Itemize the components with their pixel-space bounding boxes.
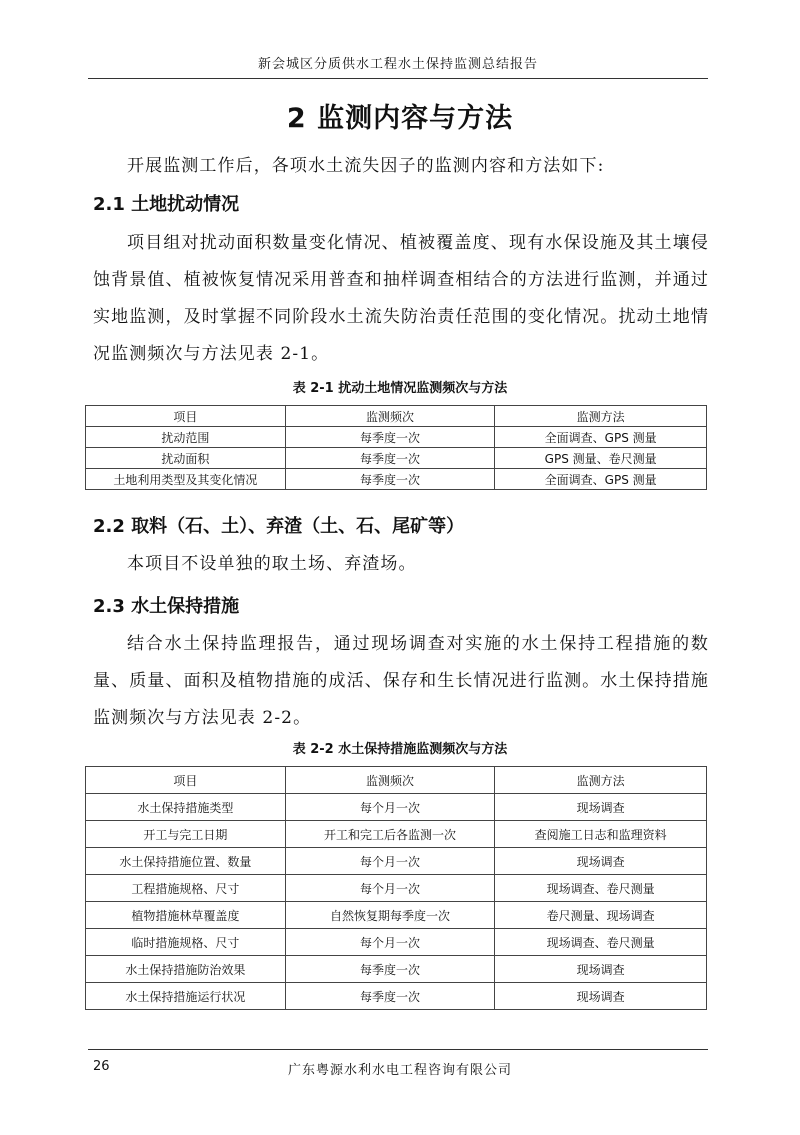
- table-row: [86, 956, 707, 983]
- table-cell: 开工和完工后各监测一次: [285, 821, 495, 848]
- column-header: 监测方法: [495, 406, 707, 427]
- table-row: [86, 983, 707, 1010]
- table-cell: 水土保持措施类型: [86, 794, 286, 821]
- table-cell: 每季度一次: [285, 427, 495, 448]
- table-cell: 水土保持措施位置、数量: [86, 848, 286, 875]
- table-header-row: [86, 767, 707, 794]
- table-2-caption: 表 2-2 水土保持措施监测频次与方法: [292, 742, 508, 757]
- table-row: [86, 469, 707, 490]
- table-cell: 每个月一次: [285, 929, 495, 956]
- table-cell: 每个月一次: [285, 848, 495, 875]
- column-header: 监测方法: [495, 767, 707, 794]
- table-cell: 每季度一次: [285, 448, 495, 469]
- footer-rule: [88, 1049, 708, 1050]
- table-cell: 每季度一次: [285, 956, 495, 983]
- table-cell: GPS 测量、卷尺测量: [495, 448, 707, 469]
- table-2: [85, 766, 707, 1010]
- table-row: [86, 794, 707, 821]
- table-cell: 每个月一次: [285, 875, 495, 902]
- table-cell: 全面调查、GPS 测量: [495, 427, 707, 448]
- table-row: [86, 929, 707, 956]
- table-cell: 工程措施规格、尺寸: [86, 875, 286, 902]
- table-cell: 现场调查: [495, 983, 707, 1010]
- chapter-title: 2 监测内容与方法: [286, 103, 514, 134]
- column-header: 项目: [86, 767, 286, 794]
- table-cell: 土地利用类型及其变化情况: [86, 469, 286, 490]
- table-cell: 每季度一次: [285, 983, 495, 1010]
- table-cell: 每季度一次: [285, 469, 495, 490]
- table-cell: 现场调查、卷尺测量: [495, 929, 707, 956]
- table-row: [86, 875, 707, 902]
- table-cell: 全面调查、GPS 测量: [495, 469, 707, 490]
- table-cell: 卷尺测量、现场调查: [495, 902, 707, 929]
- column-header: 监测频次: [285, 767, 495, 794]
- table-cell: 水土保持措施运行状况: [86, 983, 286, 1010]
- table-cell: 每个月一次: [285, 794, 495, 821]
- section-paragraph-2-2: 本项目不设单独的取土场、弃渣场。: [127, 554, 417, 574]
- section-heading-2-3: 2.3 水土保持措施: [93, 596, 240, 617]
- table-row: [86, 902, 707, 929]
- column-header: 项目: [86, 406, 286, 427]
- table-row: [86, 848, 707, 875]
- table-cell: 临时措施规格、尺寸: [86, 929, 286, 956]
- section-paragraph-2-1: 项目组对扰动面积数量变化情况、植被覆盖度、现有水保设施及其土壤侵蚀背景值、植被恢复情况采用普查和抽样调查相结合的方法进行监测，并通过实地监测，及时掌握不同阶段水土流失防治责任范围的变化情况。扰动土地情况监测频次与方法见表 2-1。: [93, 233, 709, 364]
- table-cell: 现场调查: [495, 794, 707, 821]
- section-heading-2-2: 2.2 取料（石、土）、弃渣（土、石、尾矿等）: [93, 516, 465, 537]
- company-name: 广东粤源水利水电工程咨询有限公司: [287, 1063, 512, 1078]
- table-cell: 水土保持措施防治效果: [86, 956, 286, 983]
- table-cell: 扰动面积: [86, 448, 286, 469]
- table-cell: 植物措施林草覆盖度: [86, 902, 286, 929]
- table-1: [85, 405, 707, 490]
- table-cell: 现场调查: [495, 956, 707, 983]
- table-cell: 现场调查、卷尺测量: [495, 875, 707, 902]
- table-cell: 自然恢复期每季度一次: [285, 902, 495, 929]
- table-cell: 开工与完工日期: [86, 821, 286, 848]
- table-1-caption: 表 2-1 扰动土地情况监测频次与方法: [292, 381, 508, 396]
- table-cell: 现场调查: [495, 848, 707, 875]
- section-heading-2-1: 2.1 土地扰动情况: [93, 194, 240, 215]
- section-paragraph-2-3: 结合水土保持监理报告，通过现场调查对实施的水土保持工程措施的数量、质量、面积及植物措施的成活、保存和生长情况进行监测。水土保持措施监测频次与方法见表 2-2。: [93, 634, 709, 728]
- table-header-row: [86, 406, 707, 427]
- intro-paragraph: 开展监测工作后，各项水土流失因子的监测内容和方法如下:: [127, 156, 605, 176]
- page-number: 26: [93, 1059, 110, 1074]
- table-cell: 扰动范围: [86, 427, 286, 448]
- table-row: [86, 427, 707, 448]
- table-row: [86, 448, 707, 469]
- running-header: 新会城区分质供水工程水土保持监测总结报告: [88, 52, 708, 79]
- table-cell: 查阅施工日志和监理资料: [495, 821, 707, 848]
- table-row: [86, 821, 707, 848]
- column-header: 监测频次: [285, 406, 495, 427]
